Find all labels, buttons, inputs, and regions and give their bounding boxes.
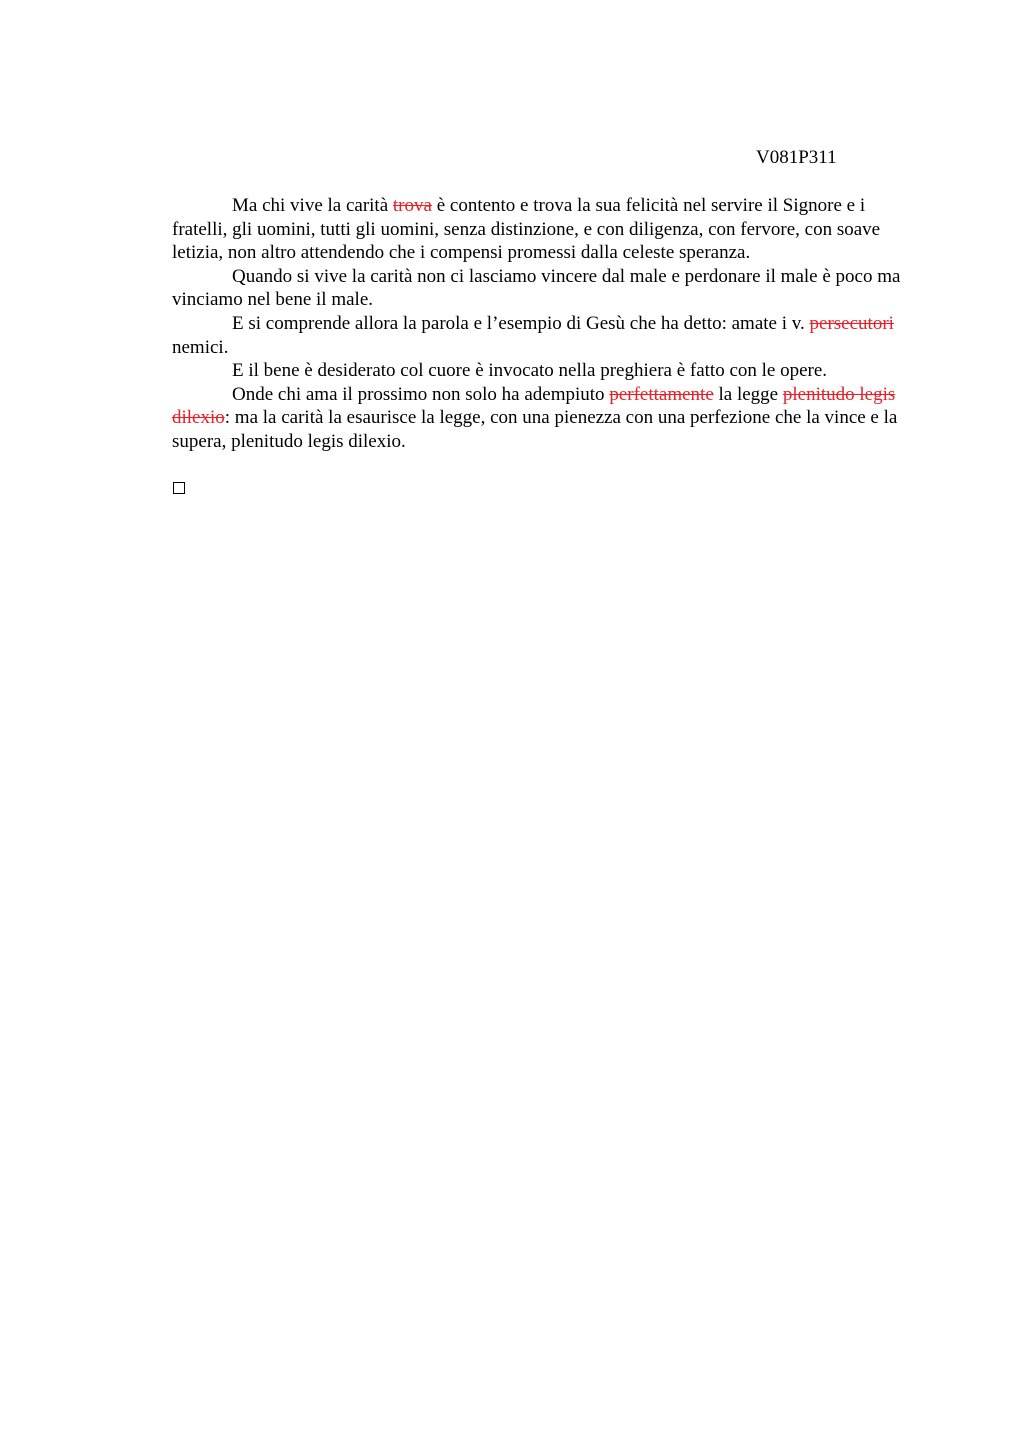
paragraph-2	[172, 265, 922, 312]
body-text	[172, 194, 922, 454]
struck-text: perfettamente	[609, 383, 714, 405]
paragraph-4	[172, 359, 922, 383]
text-run: E il bene è desiderato col cuore è invocato nella preghiera è fatto con le opere.	[232, 360, 828, 382]
paragraph-3	[172, 312, 922, 359]
paragraph-1	[172, 194, 922, 265]
text-run: è contento e trova la sua felicità nel servire il Signore e i fratelli, gli uomini, tutti gli uomini, senza distinzione, e con diligenza, con fervore, con soave letizia, non altro attendendo che i compensi promessi dalla celeste speranza.	[172, 195, 881, 264]
struck-text: plenitudo legis dilexio	[172, 383, 896, 429]
paragraph-5	[172, 383, 922, 454]
struck-text: trova	[392, 195, 432, 216]
struck-text: persecutori	[809, 312, 894, 334]
text-run: nemici.	[172, 336, 229, 358]
text-run: E si comprende allora la parola e l’esempio di Gesù che ha detto: amate i v.	[232, 312, 810, 334]
text-run: Ma chi vive la carità	[232, 195, 393, 216]
page-code: V081P311	[756, 147, 837, 168]
text-run: Onde chi ama il prossimo non solo ha adempiuto	[232, 383, 610, 405]
text-run: Quando si vive la carità non ci lasciamo vincere dal male e perdonare il male è poco ma vinciamo nel bene il male.	[172, 265, 901, 311]
text-run: la legge	[713, 383, 783, 405]
text-run: : ma la carità la esaurisce la legge, con una pienezza con una perfezione che la vince e la supera, plenitudo legis dilexio.	[172, 407, 898, 452]
empty-square-icon	[173, 482, 185, 494]
